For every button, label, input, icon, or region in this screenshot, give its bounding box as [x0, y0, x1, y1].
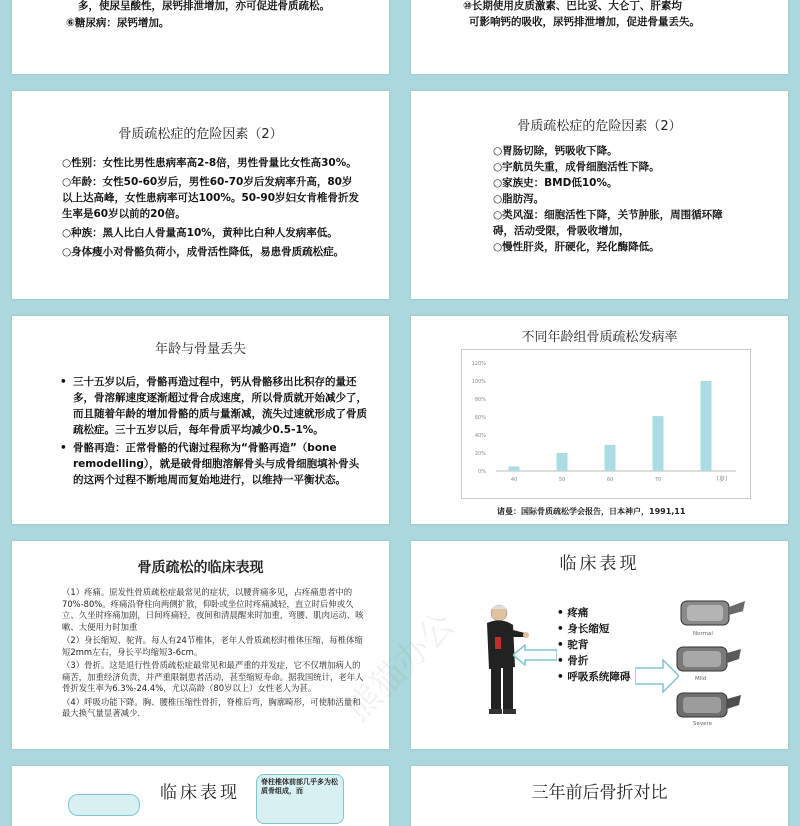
- slide-clinical-manifestations-text: [12, 541, 389, 749]
- slide7-paragraph: （2）身长缩短、驼背。每人有24节椎体，老年人骨质疏松时椎体压缩，每椎体缩短2mm左右，身长平均缩短3-6cm。: [62, 635, 363, 657]
- slide8-item-text: 骨折: [567, 655, 589, 667]
- slide9-note: [256, 774, 344, 824]
- list-item: ○胃肠切除，钙吸收下降。: [493, 145, 618, 157]
- list-item: [557, 637, 631, 653]
- watermark-text: 熊猫办公: [338, 604, 463, 730]
- bullet-icon: •: [60, 376, 67, 388]
- chart-bar: [701, 381, 712, 471]
- x-tick-label: 40: [510, 477, 518, 483]
- slide4-list: [493, 143, 723, 255]
- x-tick-label: 60: [606, 477, 614, 483]
- x-axis-unit: （岁）: [712, 476, 732, 483]
- list-item: ○类风湿：细胞活性下降，关节肿胀，周围循环障碍，活动受限，骨吸收增加，: [493, 209, 723, 237]
- bullet-icon: •: [557, 655, 568, 667]
- slide6-title: 不同年龄组骨质疏松发病率: [521, 330, 678, 345]
- slide5-list: [60, 374, 368, 488]
- slide7-paragraph: （4）呼吸功能下降。胸、腰椎压缩性骨折，脊椎后弯，胸廓畸形，可使肺活量和最大换气量显著减少.: [62, 696, 361, 718]
- y-tick-label: 0%: [478, 469, 486, 475]
- list-item: [557, 605, 631, 621]
- slide7-paragraph: （3）骨折。这是退行性骨质疏松症最常见和最严重的并发症，它不仅增加病人的痛苦，加重经济负责，并严重限制患者活动，甚至缩短寿命。据我国统计，老年人骨折发生率为6.3%-24.4%，尤以高龄（80岁以上）女性老人为甚。: [62, 660, 364, 693]
- slide3-title: 骨质疏松症的危险因素（2）: [118, 127, 283, 142]
- list-item: [60, 440, 368, 488]
- slide-age-bone-loss: [12, 316, 389, 524]
- incidence-bar-chart: [461, 349, 751, 499]
- vertebra-severe-illustration: [673, 685, 743, 725]
- slide9-title: 临床表现: [160, 783, 240, 803]
- chart-source: 诸曼：国际骨质疏松学会报告，日本神户，1991,11: [497, 507, 686, 516]
- list-item: ○身体瘦小对骨骼负荷小，成骨活性降低，易患骨质疏松症。: [62, 246, 345, 258]
- slide5-title: 年龄与骨量丢失: [154, 342, 246, 357]
- slide5-item-text: 骨骼再造：正常骨骼的代谢过程称为“骨骼再造”（bone remodelling），就是破骨细胞溶解骨头与成骨细胞填补骨头的这两个过程不断地周而复始地进行，以维持一平衡状态。: [73, 442, 360, 486]
- vertebra-normal-illustration: [677, 593, 747, 633]
- bullet-icon: •: [557, 623, 568, 635]
- slide1-line2: ⑥糖尿病：尿钙增加。: [66, 17, 170, 29]
- slide-risk-factors-continued-right: [411, 0, 788, 74]
- slide5-item-text: 三十五岁以后，骨骼再造过程中，钙从骨骼移出比积存的量还多，骨溶解速度逐渐超过骨合成速度，所以骨质就开始减少了，而且随着年龄的增加骨骼的质与量渐减，流失过速就形成了骨质疏松症。三十五岁以后，每年骨质平均减少0.5-1%。: [73, 376, 367, 436]
- slide7-body: [62, 587, 367, 722]
- slide7-paragraph: （1）疼痛。原发性骨质疏松症最常见的症状，以腰背痛多见，占疼痛患者中的70%-80%。疼痛沿脊柱向两侧扩散，仰卧或坐位时疼痛减轻，直立时后伸或久立、久坐时疼痛加剧，日间疼痛轻，夜间和清晨醒来时加重，弯腰、肌肉运动、咳嗽、大便用力时加重: [62, 587, 364, 632]
- chart-bar: [605, 445, 616, 471]
- slide-risk-factors-2-left: [12, 91, 389, 299]
- list-item: ○种族：黑人比白人骨量高10%，黄种比白种人发病率低。: [62, 227, 338, 239]
- vertebra-label-mild: Mild: [695, 676, 707, 682]
- x-tick-label: 70: [654, 477, 662, 483]
- chart-bar: [509, 467, 520, 472]
- slide2-line2: 可影响钙的吸收，尿钙排泄增加，促进骨量丢失。: [469, 16, 700, 28]
- list-item: ○家族史：BMD低10%。: [493, 177, 618, 189]
- list-item: ○性别：女性比男性患病率高2-8倍，男性骨量比女性高30%。: [62, 157, 357, 169]
- vertebra-label-normal: Normal: [693, 631, 713, 637]
- slide8-item-text: 身长缩短: [567, 623, 610, 635]
- list-item: ○慢性肝炎，肝硬化，羟化酶降低。: [493, 241, 660, 253]
- y-tick-label: 80%: [474, 397, 486, 403]
- slide8-item-text: 疼痛: [567, 607, 589, 619]
- vertebra-label-severe: Severe: [693, 721, 713, 727]
- bullet-icon: •: [557, 671, 568, 683]
- slide2-line1: ⑩长期使用皮质激素、巴比妥、大仑丁、肝素均: [463, 0, 682, 12]
- y-tick-label: 40%: [474, 433, 486, 439]
- slide4-title: 骨质疏松症的危险因素（2）: [517, 119, 682, 134]
- bullet-icon: •: [557, 639, 568, 651]
- y-tick-label: 120%: [471, 361, 486, 367]
- slide8-title: 临床表现: [559, 554, 640, 574]
- y-tick-label: 60%: [474, 415, 486, 421]
- chart-bar: [557, 453, 568, 471]
- slide1-line1: 多，使尿呈酸性，尿钙排泄增加，亦可促进骨质疏松。: [78, 0, 330, 12]
- slide-clinical-manifestations-illustration: [411, 541, 788, 749]
- y-tick-label: 100%: [471, 379, 486, 385]
- chart-bar: [653, 416, 664, 471]
- slide8-list: [557, 605, 631, 685]
- x-tick-label: 50: [558, 477, 566, 483]
- slide3-list: [62, 155, 362, 260]
- slide8-item-text: 呼吸系统障碍: [567, 671, 631, 683]
- bullet-icon: •: [60, 442, 67, 454]
- list-item: [557, 653, 631, 669]
- slide-risk-factors-continued-left: [12, 0, 389, 74]
- list-item: [60, 374, 368, 438]
- slide8-item-text: 驼背: [567, 639, 589, 651]
- list-item: ○脂肪泻。: [493, 193, 545, 205]
- slide-clinical-manifestations-spine: [12, 766, 389, 826]
- vertebra-mild-illustration: [673, 639, 743, 679]
- slide-fracture-comparison: [411, 766, 788, 826]
- slide9-shape: [68, 794, 140, 816]
- slide10-title: 三年前后骨折对比: [531, 783, 668, 803]
- slide-incidence-chart: [411, 316, 788, 524]
- slide9-note-text: 脊柱椎体前部几乎多为松质骨组成，而: [261, 778, 338, 795]
- bullet-icon: •: [557, 607, 568, 619]
- slide-risk-factors-2-right: [411, 91, 788, 299]
- list-item: [557, 669, 631, 685]
- list-item: [557, 621, 631, 637]
- list-item: ○年龄：女性50-60岁后，男性60-70岁后发病率升高，80岁以上达高峰，女性患病率可达100%。50-90岁妇女肯椎骨折发生率是60岁以前的20倍。: [62, 176, 360, 220]
- list-item: ○宇航员失重，成骨细胞活性下降。: [493, 161, 660, 173]
- slide7-title: 骨质疏松的临床表现: [137, 560, 264, 576]
- y-tick-label: 20%: [474, 451, 486, 457]
- left-arrow-icon: [513, 644, 557, 666]
